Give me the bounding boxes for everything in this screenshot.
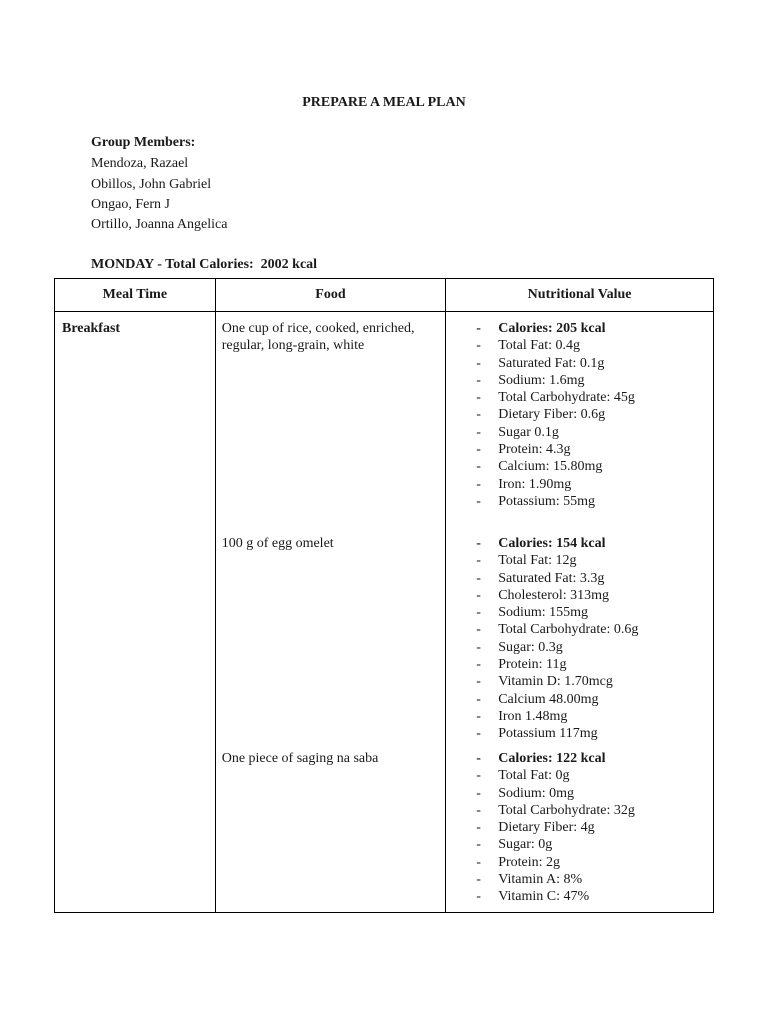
table-header-row [55, 279, 714, 312]
member-name: Ortillo, Joanna Angelica [91, 217, 228, 233]
nutrient-item: - Total Carbohydrate: 45g [446, 389, 713, 406]
nutrient-item: - Sugar 0.1g [446, 424, 713, 441]
nutrient-item: - Total Fat: 0.4g [446, 337, 713, 354]
nutrient-item: - Sodium: 155mg [446, 604, 713, 621]
meal-time-cell: Breakfast [55, 312, 216, 913]
nutrient-item: - Protein: 2g [446, 854, 713, 871]
nutrition-block [446, 320, 713, 535]
nutrient-item: - Saturated Fat: 3.3g [446, 570, 713, 587]
nutrient-item: - Sodium: 1.6mg [446, 372, 713, 389]
nutrient-item: - Dietary Fiber: 4g [446, 819, 713, 836]
food-name: 100 g of egg omelet [221, 536, 334, 551]
nutrient-item: - Vitamin A: 8% [446, 871, 713, 888]
nutrient-item: - Total Fat: 0g [446, 767, 713, 784]
nutrient-item: - Potassium: 55mg [446, 493, 713, 510]
food-block [222, 320, 440, 535]
meal-plan-table [54, 278, 714, 913]
nutrient-item: - Total Carbohydrate: 32g [446, 802, 713, 819]
nutrient-item: - Sugar: 0.3g [446, 639, 713, 656]
nutrient-item: - Iron: 1.90mg [446, 476, 713, 493]
member-name: Ongao, Fern J [91, 196, 170, 212]
member-name: Mendoza, Razael [91, 156, 189, 172]
nutrition-block [446, 750, 713, 906]
document-title: PREPARE A MEAL PLAN [302, 95, 466, 110]
food-block [222, 535, 440, 750]
nutrient-list [446, 750, 713, 906]
nutrient-item: - Total Fat: 12g [446, 552, 713, 569]
nutrient-item: - Sodium: 0mg [446, 785, 713, 802]
nutrient-item: - Total Carbohydrate: 0.6g [446, 621, 713, 638]
nutrient-item: - Dietary Fiber: 0.6g [446, 406, 713, 423]
food-block [222, 750, 440, 767]
header-food: Food [215, 279, 446, 312]
nutrient-item: - Vitamin C: 47% [446, 888, 713, 905]
header-nutritional-value: Nutritional Value [446, 279, 714, 312]
calories-item: - Calories: 205 kcal [446, 320, 713, 337]
nutrient-item: - Potassium 117mg [446, 725, 713, 742]
group-members [91, 134, 227, 235]
nutrient-item: - Saturated Fat: 0.1g [446, 355, 713, 372]
nutrient-item: - Calcium: 15.80mg [446, 458, 713, 475]
nutrition-cell [446, 312, 714, 913]
header-meal-time: Meal Time [55, 279, 216, 312]
food-name: One cup of rice, cooked, enriched, regular, long-grain, white [221, 321, 415, 354]
nutrition-block [446, 535, 713, 750]
group-members-label: Group Members: [91, 135, 196, 150]
nutrient-item: - Sugar: 0g [446, 836, 713, 853]
nutrient-item: - Protein: 4.3g [446, 441, 713, 458]
calories-item: - Calories: 122 kcal [446, 750, 713, 767]
nutrient-item: - Cholesterol: 313mg [446, 587, 713, 604]
food-cell [215, 312, 446, 913]
calories-item: - Calories: 154 kcal [446, 535, 713, 552]
nutrient-item: - Vitamin D: 1.70mcg [446, 673, 713, 690]
nutrient-item: - Iron 1.48mg [446, 708, 713, 725]
table-row [55, 312, 714, 913]
day-heading: MONDAY - Total Calories: 2002 kcal [91, 257, 318, 272]
nutrient-item: - Calcium 48.00mg [446, 691, 713, 708]
nutrient-list [446, 320, 713, 510]
nutrient-list [446, 535, 713, 743]
member-name: Obillos, John Gabriel [91, 176, 212, 192]
food-name: One piece of saging na saba [221, 751, 379, 766]
nutrient-item: - Protein: 11g [446, 656, 713, 673]
